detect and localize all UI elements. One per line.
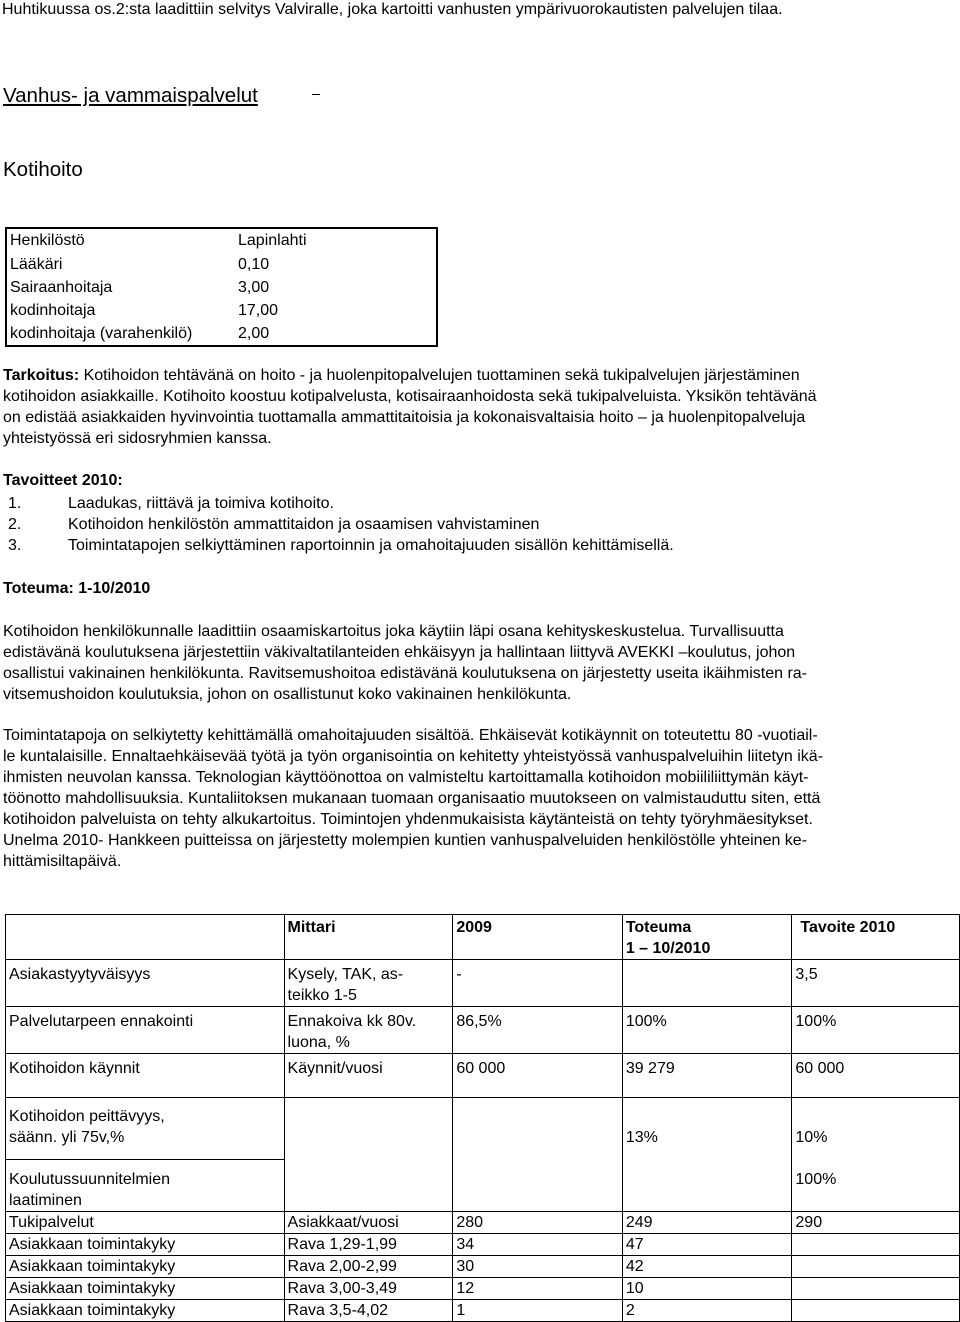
purpose-label: Tarkoitus: xyxy=(3,367,80,384)
goal-number: 2. xyxy=(8,516,22,533)
metrics-cell: Asiakkaan toimintakyky xyxy=(6,1256,285,1278)
metrics-cell: Ennakoiva kk 80v. luona, % xyxy=(284,1007,453,1054)
purpose-line: on edistää asiakkaiden hyvinvointia tuottamalla ammattitaitoisia ja kokonaisvaltaisia hoito – ja huolenpitopalveluja xyxy=(3,409,806,426)
metrics-cell: Kysely, TAK, as- teikko 1-5 xyxy=(284,960,453,1007)
metrics-cell: Tukipalvelut xyxy=(6,1212,285,1234)
outcome-line: Kotihoidon henkilökunnalle laadittiin osaamiskartoitus joka käytiin läpi osana kehityskeskustelua. Turvallisuutta xyxy=(3,623,784,640)
goal-number: 1. xyxy=(8,495,22,512)
metrics-row xyxy=(6,1212,960,1234)
goals-list xyxy=(8,493,674,556)
metrics-cell: 100% xyxy=(792,1007,960,1054)
metrics-row xyxy=(6,1300,960,1322)
metrics-cell: 100% xyxy=(622,1007,792,1054)
staff-row xyxy=(6,276,437,299)
outcome-paragraph-2 xyxy=(3,725,953,872)
metrics-cell: 60 000 xyxy=(792,1054,960,1098)
staff-row xyxy=(6,322,437,346)
metrics-cell xyxy=(284,1098,453,1160)
staff-header-cell: Henkilöstö xyxy=(10,232,85,249)
purpose-line: yhteistyössä eri sidosryhmien kanssa. xyxy=(3,430,272,447)
metrics-cell: 280 xyxy=(453,1212,623,1234)
metrics-row xyxy=(6,1098,960,1160)
metrics-row xyxy=(6,1278,960,1300)
staff-table xyxy=(5,227,438,347)
staff-row xyxy=(6,299,437,322)
metrics-cell xyxy=(792,1256,960,1278)
staff-role: Lääkäri xyxy=(10,255,63,273)
metrics-table xyxy=(5,914,960,1322)
metrics-cell: 34 xyxy=(453,1234,623,1256)
metrics-header-cell xyxy=(6,915,285,960)
metrics-header-row xyxy=(6,915,960,960)
staff-table-header xyxy=(6,228,437,253)
metrics-row xyxy=(6,1160,960,1212)
outcome-line: Unelma 2010- Hankkeen puitteissa on järjestetty molempien kuntien vanhuspalveluiden henkilöstölle yhteinen ke- xyxy=(3,832,808,849)
outcome-line: kotihoidon palveluista on tehty alkukartoitus. Toimintojen yhdenmukaisista käytänteistä on tehty työryhmäesitykset. xyxy=(3,811,813,828)
metrics-cell xyxy=(622,1160,792,1212)
metrics-cell: Rava 3,5-4,02 xyxy=(284,1300,453,1322)
metrics-cell: 100% xyxy=(792,1160,960,1212)
purpose-line: Kotihoidon tehtävänä on hoito - ja huolenpitopalvelujen tuottaminen sekä tukipalvelujen järjestäminen xyxy=(83,367,800,384)
metrics-cell: 12 xyxy=(453,1278,623,1300)
metrics-cell: Rava 3,00-3,49 xyxy=(284,1278,453,1300)
metrics-cell xyxy=(453,1160,623,1212)
purpose-line: kotihoidon asiakkaille. Kotihoito koostuu kotipalvelusta, kotisairaanhoidosta sekä tukipalveluista. Yksikön tehtävänä xyxy=(3,388,817,405)
metrics-cell: 10 xyxy=(622,1278,792,1300)
metrics-cell: Asiakkaan toimintakyky xyxy=(6,1278,285,1300)
goal-text: Toimintatapojen selkiyttäminen raportoinnin ja omahoitajuuden sisällön kehittämisellä. xyxy=(68,537,674,554)
metrics-cell: 47 xyxy=(622,1234,792,1256)
metrics-cell xyxy=(622,960,792,1007)
metrics-cell xyxy=(792,1278,960,1300)
metrics-cell: Rava 1,29-1,99 xyxy=(284,1234,453,1256)
goal-number: 3. xyxy=(8,537,22,554)
metrics-cell: Kotihoidon käynnit xyxy=(6,1054,285,1098)
metrics-cell: 13% xyxy=(622,1098,792,1160)
purpose-paragraph xyxy=(3,365,953,449)
outcome-line: hittämisiltapäivä. xyxy=(3,853,122,870)
metrics-cell: Asiakkaan toimintakyky xyxy=(6,1234,285,1256)
goal-item xyxy=(8,535,674,556)
outcome-line: vitsemushoidon koulutuksia, johon on osallistunut koko vakinainen henkilökunta. xyxy=(3,686,572,703)
metrics-row xyxy=(6,1234,960,1256)
outcome-line: töönotto mahdollisuuksia. Kuntaliitoksen mukanaan tuomaan organisaatio muutokseen on valmistauduttu siten, että xyxy=(3,790,821,807)
title-underline-stub xyxy=(312,94,320,95)
metrics-header-cell: 2009 xyxy=(453,915,623,960)
staff-header-cell: Lapinlahti xyxy=(238,232,307,249)
metrics-cell xyxy=(453,1098,623,1160)
metrics-cell: 39 279 xyxy=(622,1054,792,1098)
metrics-cell: 290 xyxy=(792,1212,960,1234)
staff-value: 17,00 xyxy=(238,301,279,319)
metrics-row xyxy=(6,1256,960,1278)
metrics-row xyxy=(6,1054,960,1098)
staff-role: kodinhoitaja xyxy=(10,301,96,319)
staff-row xyxy=(6,253,437,276)
goal-text: Laadukas, riittävä ja toimiva kotihoito. xyxy=(68,495,334,512)
metrics-cell: Palvelutarpeen ennakointi xyxy=(6,1007,285,1054)
outcome-line: le kuntalaisille. Ennaltaehkäisevää työtä ja työn organisointia on kehitetty yhteistyössä vanhuspalveluihin liitetyn ikä- xyxy=(3,748,824,765)
goals-title: Tavoitteet 2010: xyxy=(3,472,123,489)
metrics-cell: Asiakkaan toimintakyky xyxy=(6,1300,285,1322)
metrics-row xyxy=(6,960,960,1007)
outcome-line: osallistui vakinainen henkilökunta. Ravitsemushoitoa edistävänä koulutuksena on järjestetty useita ikäihmisten ra- xyxy=(3,665,807,682)
metrics-cell: - xyxy=(453,960,623,1007)
outcome-line: Toimintatapoja on selkiytetty kehittämällä omahoitajuuden sisältöä. Ehkäisevät kotikäynnit on toteutettu 80 -vuotiail- xyxy=(3,727,818,744)
section-title: Vanhus- ja vammaispalvelut xyxy=(3,84,258,107)
subsection-title: Kotihoito xyxy=(3,158,83,181)
metrics-cell: 30 xyxy=(453,1256,623,1278)
metrics-cell: 42 xyxy=(622,1256,792,1278)
metrics-header-cell: Mittari xyxy=(284,915,453,960)
goal-item xyxy=(8,493,674,514)
metrics-cell: 60 000 xyxy=(453,1054,623,1098)
metrics-header-cell: Tavoite 2010 xyxy=(792,915,960,960)
metrics-cell: 2 xyxy=(622,1300,792,1322)
outcome-line: ihmisten neuvolan kanssa. Teknologian käyttöönottoa on valmisteltu kartoittamalla kotihoidon mobiililiittymän käyt- xyxy=(3,769,809,786)
metrics-cell xyxy=(792,1234,960,1256)
metrics-row xyxy=(6,1007,960,1054)
metrics-cell: Asiakastyytyväisyys xyxy=(6,960,285,1007)
metrics-cell xyxy=(792,1300,960,1322)
metrics-cell: Asiakkaat/vuosi xyxy=(284,1212,453,1234)
metrics-cell: Koulutussuunnitelmien laatiminen xyxy=(6,1160,285,1212)
goal-text: Kotihoidon henkilöstön ammattitaidon ja osaamisen vahvistaminen xyxy=(68,516,540,533)
staff-value: 0,10 xyxy=(238,255,270,273)
outcome-line: edistävänä koulutuksena järjestettiin väkivaltatilanteiden ehkäisyyn ja hallintaan liittyvä AVEKKI –koulutus, johon xyxy=(3,644,796,661)
metrics-header-cell: Toteuma 1 – 10/2010 xyxy=(622,915,792,960)
metrics-cell: 10% xyxy=(792,1098,960,1160)
staff-role: kodinhoitaja (varahenkilö) xyxy=(10,324,193,342)
outcome-title: Toteuma: 1-10/2010 xyxy=(3,580,151,597)
metrics-cell: 249 xyxy=(622,1212,792,1234)
goal-item xyxy=(8,514,674,535)
staff-value: 2,00 xyxy=(238,324,270,342)
metrics-cell: 3,5 xyxy=(792,960,960,1007)
metrics-cell: 1 xyxy=(453,1300,623,1322)
metrics-cell xyxy=(284,1160,453,1212)
metrics-cell: Rava 2,00-2,99 xyxy=(284,1256,453,1278)
intro-line: Huhtikuussa os.2:sta laadittiin selvitys Valviralle, joka kartoitti vanhusten ympärivuorokautisten palvelujen tilaa. xyxy=(2,1,783,18)
outcome-paragraph-1 xyxy=(3,621,953,705)
metrics-cell: Käynnit/vuosi xyxy=(284,1054,453,1098)
metrics-cell: 86,5% xyxy=(453,1007,623,1054)
metrics-cell: Kotihoidon peittävyys, säänn. yli 75v,% xyxy=(6,1098,285,1160)
staff-role: Sairaanhoitaja xyxy=(10,278,113,296)
staff-value: 3,00 xyxy=(238,278,270,296)
